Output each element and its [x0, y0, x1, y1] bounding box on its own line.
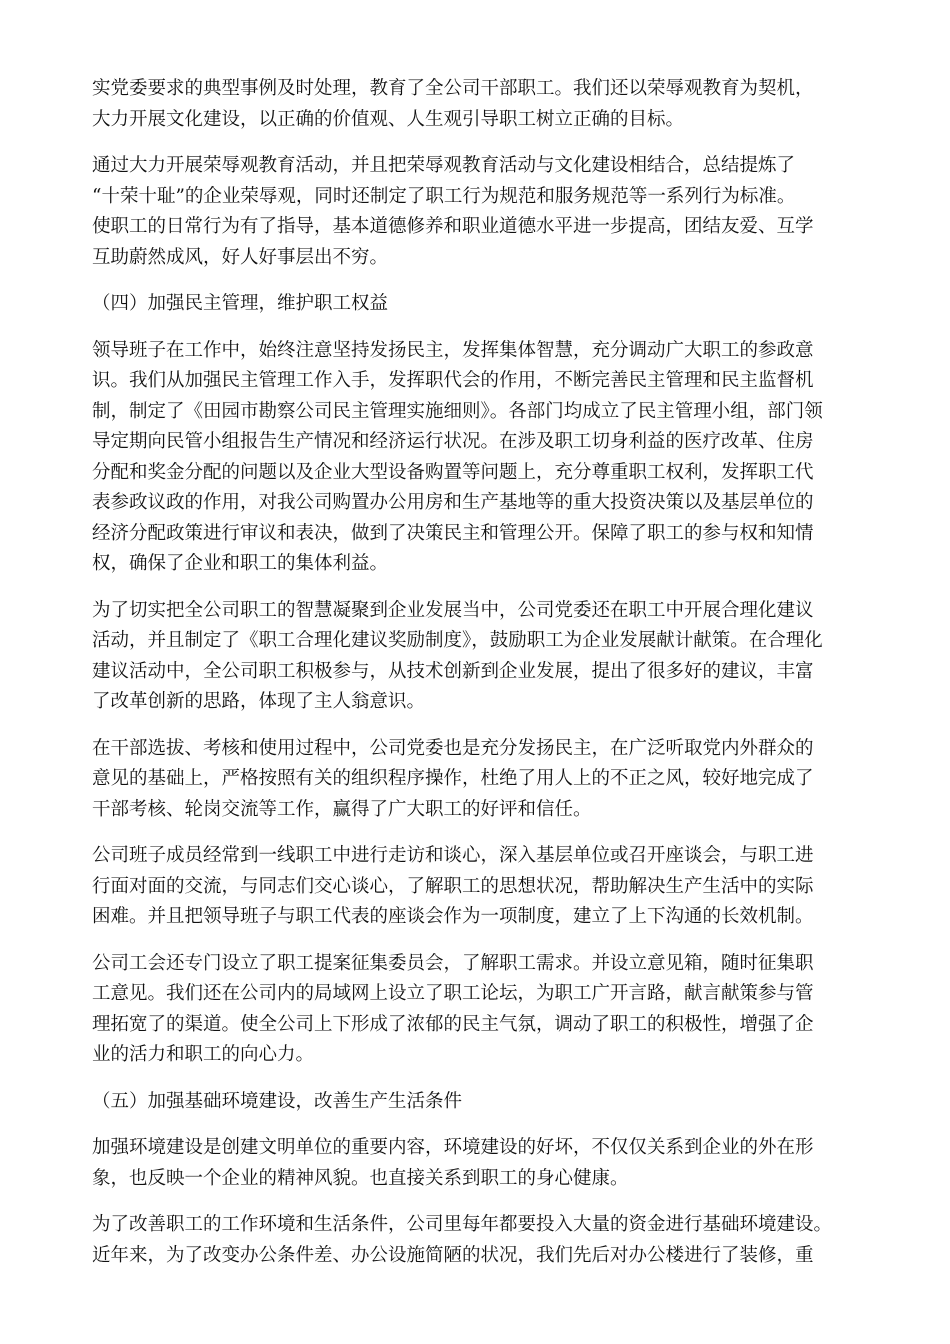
- text-line: 公司工会还专门设立了职工提案征集委员会，了解职工需求。并设立意见箱，随时征集职: [92, 952, 814, 974]
- paragraph-team-visits: [92, 841, 852, 933]
- paragraph-rationalization: [92, 596, 852, 718]
- text-line: 导定期向民管小组报告生产情况和经济运行状况。在涉及职工切身利益的医疗改革、住房: [92, 431, 814, 452]
- text-line: 在干部选拔、考核和使用过程中，公司党委也是充分发扬民主，在广泛听取党内外群众的: [92, 737, 814, 759]
- text-line: 通过大力开展荣辱观教育活动，并且把荣辱观教育活动与文化建设相结合，总结提炼了: [92, 155, 796, 176]
- text-line: 近年来，为了改变办公条件差、办公设施简陋的状况，我们先后对办公楼进行了装修，重: [92, 1244, 814, 1266]
- heading-text: （五）加强基础环境建设，改善生产生活条件: [92, 1090, 463, 1112]
- text-line: “十荣十耻”的企业荣辱观，同时还制定了职工行为规范和服务规范等一系列行为标准。: [92, 185, 796, 207]
- document-page: [92, 74, 852, 1287]
- text-line: 领导班子在工作中，始终注意坚持发扬民主，发挥集体智慧，充分调动广大职工的参政意: [92, 339, 814, 361]
- paragraph-union-proposals: [92, 949, 852, 1071]
- text-line: 活动，并且制定了《职工合理化建议奖励制度》，鼓励职工为企业发展献计献策。在合理化: [92, 630, 823, 651]
- text-line: 理拓宽了的渠道。使全公司上下形成了浓郁的民主气氛，调动了职工的积极性，增强了企: [92, 1013, 814, 1035]
- text-line: 加强环境建设是创建文明单位的重要内容，环境建设的好坏，不仅仅关系到企业的外在形: [92, 1137, 814, 1158]
- text-line: 分配和奖金分配的问题以及企业大型设备购置等问题上，充分尊重职工权利，发挥职工代: [92, 461, 814, 483]
- text-line: 干部考核、轮岗交流等工作，赢得了广大职工的好评和信任。: [92, 798, 592, 820]
- heading-text: （四）加强民主管理，维护职工权益: [92, 293, 389, 314]
- text-line: 表参政议政的作用，对我公司购置办公用房和生产基地等的重大投资决策以及基层单位的: [92, 492, 814, 513]
- text-line: 识。我们从加强民主管理工作入手，发挥职代会的作用，不断完善民主管理和民主监督机: [92, 370, 814, 391]
- text-line: 工意见。我们还在公司内的局域网上设立了职工论坛，为职工广开言路，献言献策参与管: [92, 983, 814, 1004]
- text-line: 为了切实把全公司职工的智慧凝聚到企业发展当中，公司党委还在职工中开展合理化建议: [92, 599, 814, 621]
- text-line: 实党委要求的典型事例及时处理，教育了全公司干部职工。我们还以荣辱观教育为契机，: [92, 78, 814, 99]
- text-line: 使职工的日常行为有了指导，基本道德修养和职业道德水平进一步提高，团结友爱、互学: [92, 216, 814, 237]
- section-heading-4: [92, 289, 852, 320]
- paragraph-intro: [92, 74, 852, 135]
- text-line: 权，确保了企业和职工的集体利益。: [92, 553, 389, 574]
- section-heading-5: [92, 1087, 852, 1118]
- paragraph-environment: [92, 1133, 852, 1194]
- text-line: 了改革创新的思路，体现了主人翁意识。: [92, 691, 426, 712]
- text-line: 互助蔚然成风，好人好事层出不穷。: [92, 246, 389, 268]
- text-line: 为了改善职工的工作环境和生活条件，公司里每年都要投入大量的资金进行基础环境建设。: [92, 1214, 833, 1235]
- paragraph-democratic-management: [92, 336, 852, 580]
- paragraph-cadre-selection: [92, 734, 852, 826]
- paragraph-honor-disgrace: [92, 151, 852, 273]
- text-line: 业的活力和职工的向心力。: [92, 1044, 315, 1065]
- text-line: 行面对面的交流，与同志们交心谈心，了解职工的思想状况，帮助解决生产生活中的实际: [92, 875, 814, 897]
- text-line: 制，制定了《田园市勘察公司民主管理实施细则》。各部门均成立了民主管理小组，部门领: [92, 400, 823, 422]
- text-line: 经济分配政策进行审议和表决，做到了决策民主和管理公开。保障了职工的参与权和知情: [92, 522, 814, 544]
- paragraph-working-conditions: [92, 1210, 852, 1271]
- text-line: 公司班子成员经常到一线职工中进行走访和谈心，深入基层单位或召开座谈会，与职工进: [92, 845, 814, 866]
- text-line: 象，也反映一个企业的精神风貌。也直接关系到职工的身心健康。: [92, 1167, 629, 1189]
- text-line: 建议活动中，全公司职工积极参与，从技术创新到企业发展，提出了很多好的建议，丰富: [92, 660, 814, 682]
- text-line: 大力开展文化建设，以正确的价值观、人生观引导职工树立正确的目标。: [92, 108, 685, 130]
- text-line: 意见的基础上，严格按照有关的组织程序操作，杜绝了用人上的不正之风，较好地完成了: [92, 768, 814, 789]
- text-line: 困难。并且把领导班子与职工代表的座谈会作为一项制度，建立了上下沟通的长效机制。: [92, 906, 814, 927]
